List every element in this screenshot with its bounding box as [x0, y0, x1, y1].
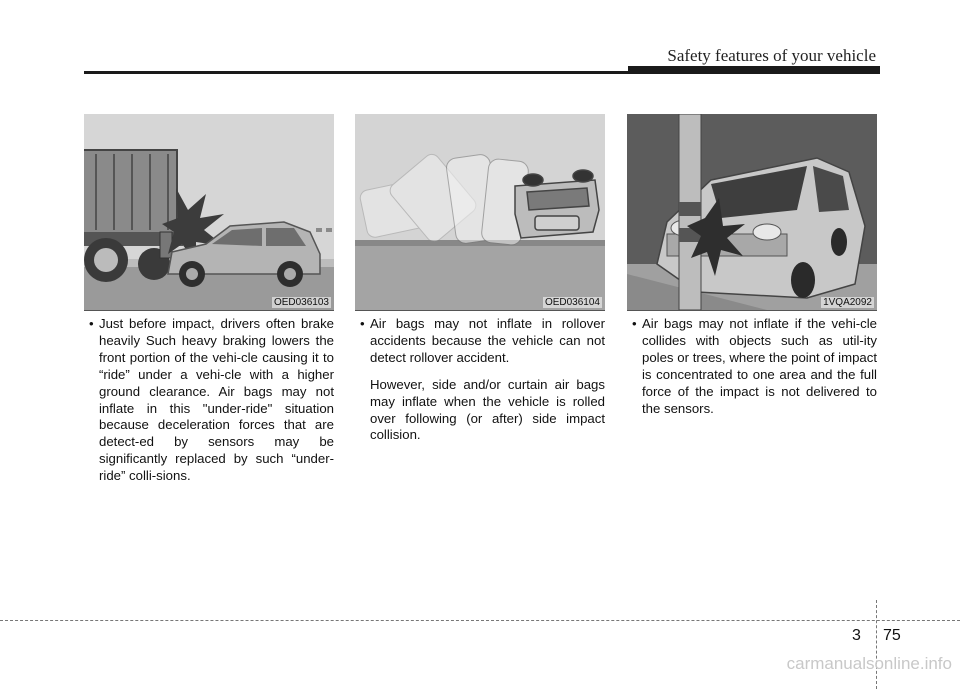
chapter-number: 3 [852, 627, 861, 644]
underride-illustration [84, 114, 334, 310]
paragraph-text: Air bags may not inflate if the vehi-cle collides with objects such as util-ity poles or trees, where the point of impact is concentrated to one area and the full force of the impact is not delivered to the sensors. [642, 316, 877, 416]
bullet-paragraph [627, 316, 877, 417]
figure-underride [84, 114, 334, 310]
figure-code: OED036103 [273, 297, 329, 308]
pole-impact-illustration [627, 114, 877, 310]
watermark: carmanualsonline.info [786, 654, 952, 673]
figure-code: OED036104 [544, 297, 600, 308]
column-text-underride [84, 316, 334, 485]
figure-divider [84, 310, 334, 311]
paragraph-text: Air bags may not inflate in rollover accidents because the vehicle can not detect rollover accident. [370, 316, 605, 365]
page-number: 75 [883, 627, 901, 644]
bullet-icon: • [632, 316, 637, 331]
figure-divider [627, 310, 877, 311]
rollover-illustration [355, 114, 605, 310]
bullet-icon: • [89, 316, 94, 331]
column-text-rollover [355, 316, 605, 444]
figure-pole-impact [627, 114, 877, 310]
section-title: Safety features of your vehicle [667, 46, 876, 65]
continuation-paragraph: However, side and/or curtain air bags may inflate when the vehicle is rolled over following (or after) side impact collision. [370, 376, 605, 443]
footer-divider [876, 600, 877, 689]
bullet-paragraph [355, 316, 605, 367]
bullet-icon: • [360, 316, 365, 331]
paragraph-text: Just before impact, drivers often brake heavily Such heavy braking lowers the front portion of the vehi-cle causing it to “ride” under a vehi-cle with a higher ground clearance. Air bags may not inflate in this "under-ride" situation because deceleration forces that are detect-ed by sensors may be significantly replaced by such “under-ride” colli-sions. [99, 316, 334, 484]
figure-rollover [355, 114, 605, 310]
footer-rule [0, 620, 960, 621]
figure-code: 1VQA2092 [823, 297, 872, 308]
column-text-pole-impact [627, 316, 877, 417]
bullet-paragraph [84, 316, 334, 485]
figure-divider [355, 310, 605, 311]
header-rule-accent [628, 66, 880, 74]
